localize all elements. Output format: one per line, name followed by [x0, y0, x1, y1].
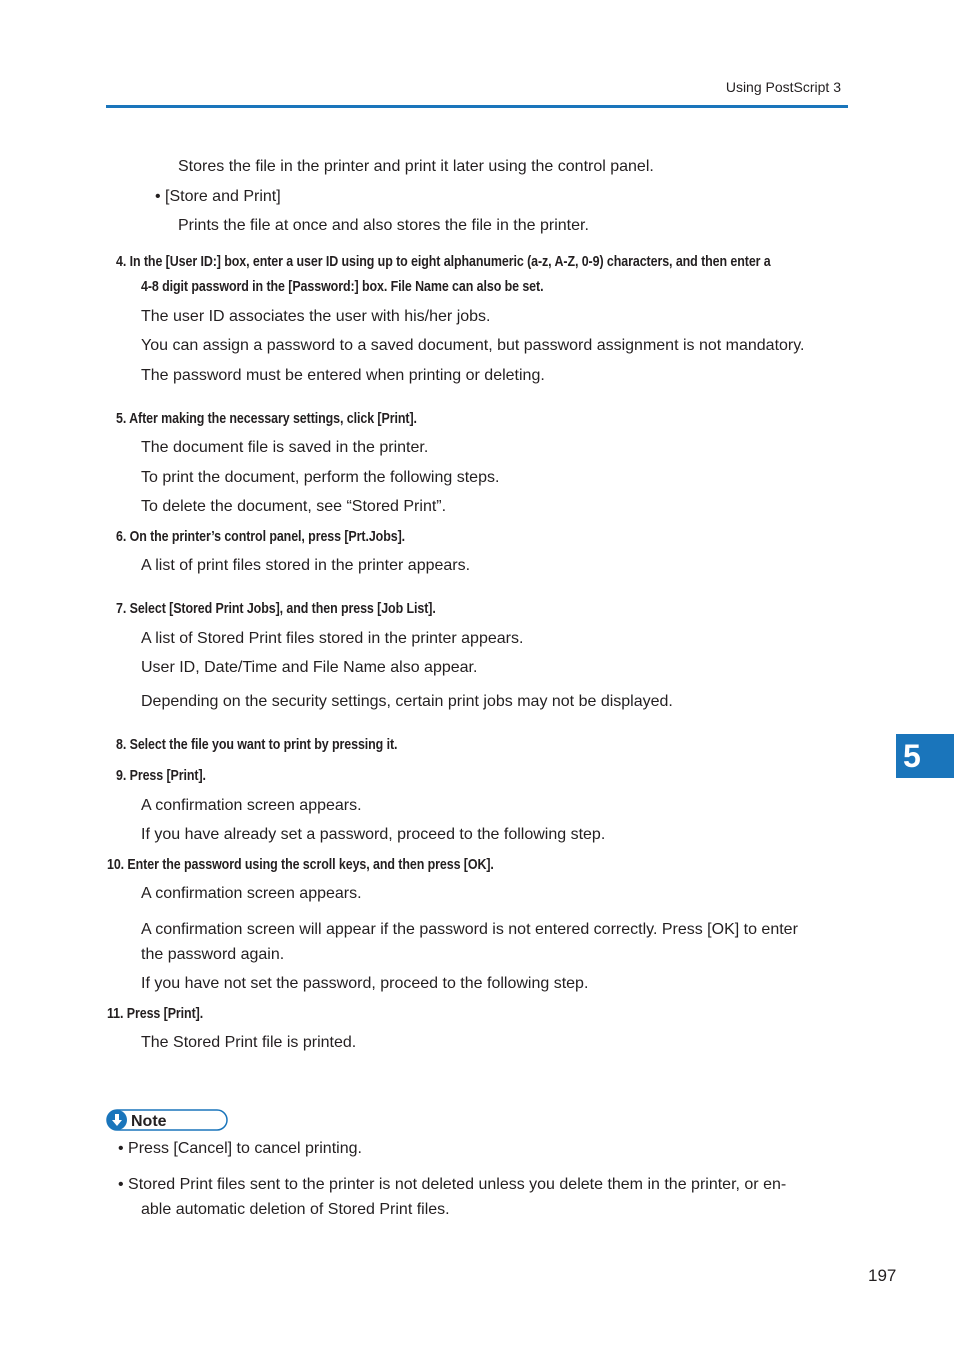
step-4-heading: 4. In the [User ID:] box, enter a user ID using up to eight alphanumeric (a-z, A-Z, 0-9) characters, and then enter a: [116, 253, 771, 270]
step-9-paragraph: A confirmation screen appears.: [141, 797, 362, 814]
step-10-paragraph: A confirmation screen will appear if the password is not entered correctly. Press [OK] to enter: [141, 921, 798, 938]
step-10-heading: 10. Enter the password using the scroll keys, and then press [OK].: [107, 856, 494, 873]
step-11-heading: 11. Press [Print].: [107, 1005, 204, 1022]
step-5-heading: 5. After making the necessary settings, click [Print].: [116, 410, 417, 427]
step-4-paragraph: You can assign a password to a saved document, but password assignment is not mandatory.: [141, 337, 805, 354]
step-6-heading: 6. On the printer’s control panel, press [Prt.Jobs].: [116, 528, 406, 545]
step-11-paragraph: The Stored Print file is printed.: [141, 1034, 357, 1051]
store-and-print-description: Prints the file at once and also stores the file in the printer.: [178, 217, 589, 234]
step-10-paragraph: If you have not set the password, proceed to the following step.: [141, 975, 589, 992]
step-8-heading: 8. Select the file you want to print by pressing it.: [116, 736, 398, 753]
store-description: Stores the file in the printer and print it later using the control panel.: [178, 158, 654, 175]
header-rule: [106, 105, 848, 108]
step-7-paragraph: User ID, Date/Time and File Name also appear.: [141, 659, 478, 676]
step-9-paragraph: If you have already set a password, proceed to the following step.: [141, 826, 606, 843]
step-7-heading: 7. Select [Stored Print Jobs], and then press [Job List].: [116, 600, 436, 617]
running-header: Using PostScript 3: [725, 79, 841, 95]
step-4-paragraph: The user ID associates the user with his/her jobs.: [141, 308, 491, 325]
step-5-paragraph: To print the document, perform the following steps.: [141, 469, 500, 486]
chapter-tab: 5: [896, 734, 954, 778]
note-item-continued: able automatic deletion of Stored Print files.: [141, 1201, 450, 1218]
step-7-paragraph: Depending on the security settings, certain print jobs may not be displayed.: [141, 693, 673, 710]
step-6-paragraph: A list of print files stored in the printer appears.: [141, 557, 471, 574]
note-badge: [106, 1109, 228, 1131]
step-10-paragraph: A confirmation screen appears.: [141, 885, 362, 902]
note-item: • Stored Print files sent to the printer is not deleted unless you delete them in the printer, or en-: [118, 1176, 787, 1193]
step-4-paragraph: The password must be entered when printing or deleting.: [141, 367, 545, 384]
note-badge-graphic: [106, 1109, 228, 1131]
note-item: • Press [Cancel] to cancel printing.: [118, 1140, 362, 1157]
step-10-paragraph: the password again.: [141, 946, 285, 963]
store-and-print-bullet: • [Store and Print]: [155, 188, 281, 205]
down-arrow-icon: [107, 1110, 127, 1130]
step-7-paragraph: A list of Stored Print files stored in the printer appears.: [141, 630, 524, 647]
step-4-heading-continued: 4-8 digit password in the [Password:] box. File Name can also be set.: [141, 278, 544, 295]
step-5-paragraph: The document file is saved in the printer.: [141, 439, 429, 456]
note-badge-label: Note: [131, 1113, 167, 1130]
page-number: 197: [868, 1266, 897, 1285]
step-5-paragraph: To delete the document, see “Stored Print”.: [141, 498, 447, 515]
step-9-heading: 9. Press [Print].: [116, 767, 206, 784]
